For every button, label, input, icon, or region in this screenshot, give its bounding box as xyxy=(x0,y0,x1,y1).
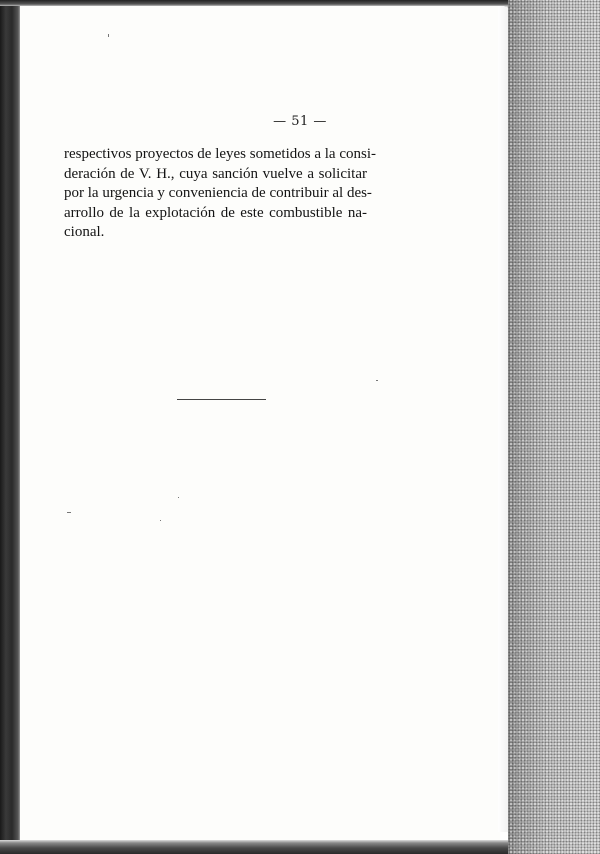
body-paragraph xyxy=(64,145,376,243)
page-number: — 51 — xyxy=(273,114,327,129)
section-divider xyxy=(177,399,266,400)
scan-speck xyxy=(376,380,378,381)
scan-speck xyxy=(160,520,161,521)
text-line: deración de V. H., cuya sanción vuelve a solicitar xyxy=(64,165,367,182)
text-line: por la urgencia y conveniencia de contribuir al des- xyxy=(64,185,372,201)
paper-sheet xyxy=(20,6,500,840)
scan-speck xyxy=(178,497,179,498)
text-line: cional. xyxy=(64,224,105,240)
scan-speck xyxy=(108,34,109,37)
text-line: respectivos proyectos de leyes sometidos a la consi- xyxy=(64,146,376,162)
text-line: arrollo de la explotación de este combustible na- xyxy=(64,204,367,221)
scan-speck xyxy=(67,512,71,513)
